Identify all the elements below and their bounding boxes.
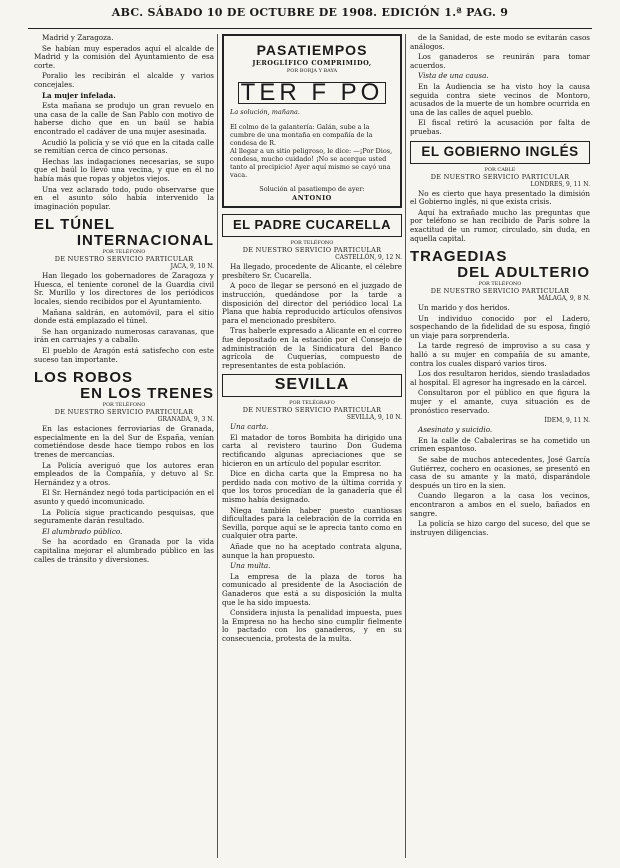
paragraph: El pueblo de Aragón está satisfecho con este suceso tan importante. — [34, 346, 214, 364]
headline: INTERNACIONAL — [76, 232, 214, 250]
paragraph: Los ganaderos se reunirán para tomar acuerdos. — [410, 52, 590, 70]
paragraph: Un individuo conocido por el Ladero, sospechando de la fidelidad de su esposa, fingió un viaje para sorprenderla. — [410, 313, 590, 340]
paragraph: Niega también haber puesto cuantiosas dificultades para la celebración de la corrida en Sevilla, porque aquí se le aprecia tanto como en cualquier otra parte. — [222, 505, 402, 541]
paragraph: La empresa de la plaza de toros ha comunicado al presidente de la Asociación de Ganaderos que está a su disposición la multa que le ha sido impuesta. — [222, 571, 402, 607]
subheading: El alumbrado público. — [42, 526, 123, 536]
byline: POR TELÉFONO — [478, 281, 522, 288]
paragraph: Se sabe de muchos antecedentes, José García Gutiérrez, cochero en ocasiones, se presentó en casa de su amante y la mató, disparándole después un tiro en la sien. — [410, 455, 590, 490]
byline: DE NUESTRO SERVICIO PARTICULAR — [430, 172, 570, 181]
byline: POR TELÉFONO — [102, 402, 146, 409]
paragraph: La Policía sigue practicando pesquisas, que seguramente darán resultado. — [34, 507, 214, 526]
dateline: LONDRES, 9, 11 N. — [530, 180, 590, 188]
paragraph: En la Audiencia se ha visto hoy la causa seguida contra siete vecinos de Montoro, acusados de la muerte de un hombre ocurrida en una de las calles de aquel pueblo. — [410, 81, 590, 117]
byline: DE NUESTRO SERVICIO PARTICULAR — [54, 408, 194, 417]
paragraph: de la Sanidad, de este modo se evitarán casos análogos. — [410, 34, 590, 51]
headline-box — [222, 374, 402, 397]
subheading: Una multa. — [230, 561, 271, 571]
puzzle-note: El colmo de la galantería: Galán, sube a la cumbre de una montaña en compañía de la condesa de R. — [230, 122, 373, 147]
headline: LOS ROBOS — [34, 369, 134, 387]
paragraph: Consultaron por el público en que figura la mujer y el amante, cuya situación es de pronóstico reservado. — [410, 388, 590, 415]
paragraph: Cuando llegaron a la casa los vecinos, encontraron a ambos en el suelo, bañados en sangre. — [410, 491, 590, 518]
puzzle-answer: ANTONIO — [292, 193, 332, 202]
column-rule — [217, 34, 218, 858]
paragraph: Ha llegado, procedente de Alicante, el célebre presbítero Sr. Cucarella. — [222, 262, 402, 280]
paragraph: Hechas las indagaciones necesarias, se supo que el baúl lo llevó una vecina, y que en él no había más que ropas y objetos viejos. — [34, 156, 214, 183]
byline: POR TELÉFONO — [102, 249, 146, 256]
puzzle-author: POR BORJA Y BAYA — [286, 68, 338, 75]
puzzle-note: Al llegar a un sitio peligroso, le dice: —¡Por Dios, condesa, mucho cuidado! ¡No se acerque usted tanto al precipicio! Ayer aquí mismo se cayó una vaca. — [230, 146, 393, 179]
paragraph: Esta mañana se produjo un gran revuelo en una casa de la calle de San Pablo con motivo de haberse dicho que en un baúl se había encontrado el cadáver de una mujer asesinada. — [34, 101, 214, 136]
paragraph: A poco de llegar se personó en el juzgado de instrucción, quedándose por la tarde a disposición del director del periódico local La Plana que había reproducido artículos ofensivos para el mencionado presbítero. — [222, 281, 402, 325]
paragraph: Los dos resultaron heridos, siendo trasladados al hospital. El agresor ha ingresado en la cárcel. — [410, 369, 590, 387]
paragraph: Tras haberle expresado a Alicante en el correo fue depositado en la estación por el Consejo de administración de la Sindicatura del Banco agrícola de Cuquerías, compuesto de representantes de esta población. — [222, 326, 402, 370]
paragraph: El fiscal retiró la acusación por falta de pruebas. — [410, 118, 590, 136]
headline: EL PADRE CUCARELLA — [232, 217, 392, 233]
headline-box — [222, 214, 402, 237]
headline: EL TÚNEL — [34, 216, 116, 234]
paragraph: En las estaciones ferroviarias de Granada, especialmente en la del Sur de España, venían cometiéndose desde hace tiempo robos en los trenes de mercancías. — [34, 424, 214, 459]
paragraph: Se ha acordado en Granada por la vida capitalina mejorar el alumbrado público en las calles de tránsito y diversiones. — [34, 537, 214, 564]
byline: POR TELÉGRAFO — [289, 400, 335, 407]
column-rule — [405, 34, 406, 858]
paragraph: Acudió la policía y se vió que en la citada calle se remitían cerca de cinco personas. — [34, 137, 214, 156]
dateline: SEVILLA, 9, 10 N. — [346, 414, 402, 422]
byline: DE NUESTRO SERVICIO PARTICULAR — [430, 287, 570, 296]
paragraph: Madrid y Zaragoza. — [42, 34, 114, 42]
subheading: La mujer infelada. — [42, 90, 116, 100]
paragraph: Dice en dicha carta que la Empresa no ha perdido nada con motivo de la última corrida y que los toros procedían de la ganadería que él mismo había designado. — [222, 469, 402, 505]
paragraph: La Policía averiguó que los autores eran empleados de la Compañía, y detuvo al Sr. Hernández y a otros. — [34, 460, 214, 487]
paragraph: Aquí ha extrañado mucho las preguntas que por teléfono se han recibido de París sobre la exactitud de un rumor, circulado, sin duda, en aquella capital. — [410, 207, 590, 243]
subheading: Vista de una causa. — [418, 71, 489, 81]
paragraph: El Sr. Hernández negó toda participación en el asunto y quedó incomunicado. — [34, 488, 214, 506]
paragraph: La tarde regresó de improviso a su casa y halló a su mujer en compañía de su amante, contra los cuales disparó varios tiros. — [410, 341, 590, 368]
column-right — [410, 34, 590, 858]
headline: EN LOS TRENES — [80, 385, 214, 403]
paragraph: Un marido y dos heridos. — [418, 303, 510, 313]
paragraph: Han llegado los gobernadores de Zaragoza y Huesca, el teniente coronel de la Guardia civil Sr. Murillo y los directores de los periódicos locales, siendo recibidos por el Ayuntamiento. — [34, 271, 214, 307]
headline: TRAGEDIAS — [410, 248, 508, 266]
paragraph: Se habían muy esperados aquí el alcalde de Madrid y la comisión del Ayuntamiento de esa corte. — [34, 43, 214, 70]
paragraph: Poralio les recibirán el alcalde y varios concejales. — [34, 71, 214, 89]
dateline: CASTELLÓN, 9, 12 N. — [335, 254, 402, 262]
dateline: MÁLAGA, 9, 8 N. — [538, 295, 590, 303]
paragraph: Considera injusta la penalidad impuesta, pues la Empresa no ha hecho sino cumplir fielmente lo pactado con los ganaderos, y en su consecuencia, protesta de la multa. — [222, 608, 402, 643]
puzzle-box — [222, 34, 402, 208]
paragraph: No es cierto que haya presentado la dimisión el Gobierno inglés, ni que exista crisis. — [410, 188, 590, 207]
paragraph: El matador de toros Bombita ha dirigido una carta al revistero taurino Don Gudema rectificando algunas apreciaciones que se hicieron en un artículo del popular escritor. — [222, 432, 402, 468]
headline-box — [410, 141, 590, 164]
subheading: Asesinato y suicidio. — [418, 425, 493, 435]
subheading: Una carta. — [230, 422, 269, 432]
column-left — [34, 34, 214, 858]
rebus-puzzle: TER F PO — [238, 82, 386, 105]
puzzle-title: PASATIEMPOS — [256, 42, 368, 58]
paragraph: Añade que no ha aceptado contrata alguna, aunque la han propuesto. — [222, 542, 402, 560]
headline: SEVILLA — [274, 376, 350, 394]
paragraph: Una vez aclarado todo, pudo observarse que en el asunto sólo había intervenido la imaginación popular. — [34, 184, 214, 211]
paragraph: La policía se hizo cargo del suceso, del que se instruyen diligencias. — [410, 519, 590, 537]
byline: POR TELÉFONO — [290, 240, 334, 247]
byline: DE NUESTRO SERVICIO PARTICULAR — [242, 406, 382, 415]
paragraph: Mañana saldrán, en automóvil, para el sitio donde está emplazado el túnel. — [34, 307, 214, 326]
page-header: ABC. SÁBADO 10 DE OCTUBRE DE 1908. EDICIÓN 1.ª PAG. 9 — [28, 6, 592, 29]
headline: EL GOBIERNO INGLÉS — [421, 143, 579, 159]
column-center — [222, 34, 402, 858]
byline: DE NUESTRO SERVICIO PARTICULAR — [242, 246, 382, 255]
puzzle-subtitle: JEROGLÍFICO COMPRIMIDO, — [252, 58, 372, 67]
paragraph: Se han organizado numerosas caravanas, que irán en carruajes y a caballo. — [34, 326, 214, 345]
headline: DEL ADULTERIO — [457, 264, 590, 282]
puzzle-note: Solución al pasatiempo de ayer: — [259, 184, 365, 193]
paragraph: En la calle de Cabaleriras se ha cometido un crimen espantoso. — [410, 435, 590, 454]
dateline: ÍDEM, 9, 11 N. — [544, 417, 590, 425]
dateline: GRANADA, 9, 3 N. — [157, 416, 214, 424]
byline: POR CABLE — [484, 166, 516, 173]
byline: DE NUESTRO SERVICIO PARTICULAR — [54, 255, 194, 264]
dateline: JACA, 9, 10 N. — [170, 263, 214, 271]
solution-label: La solución, mañana. — [230, 108, 300, 117]
